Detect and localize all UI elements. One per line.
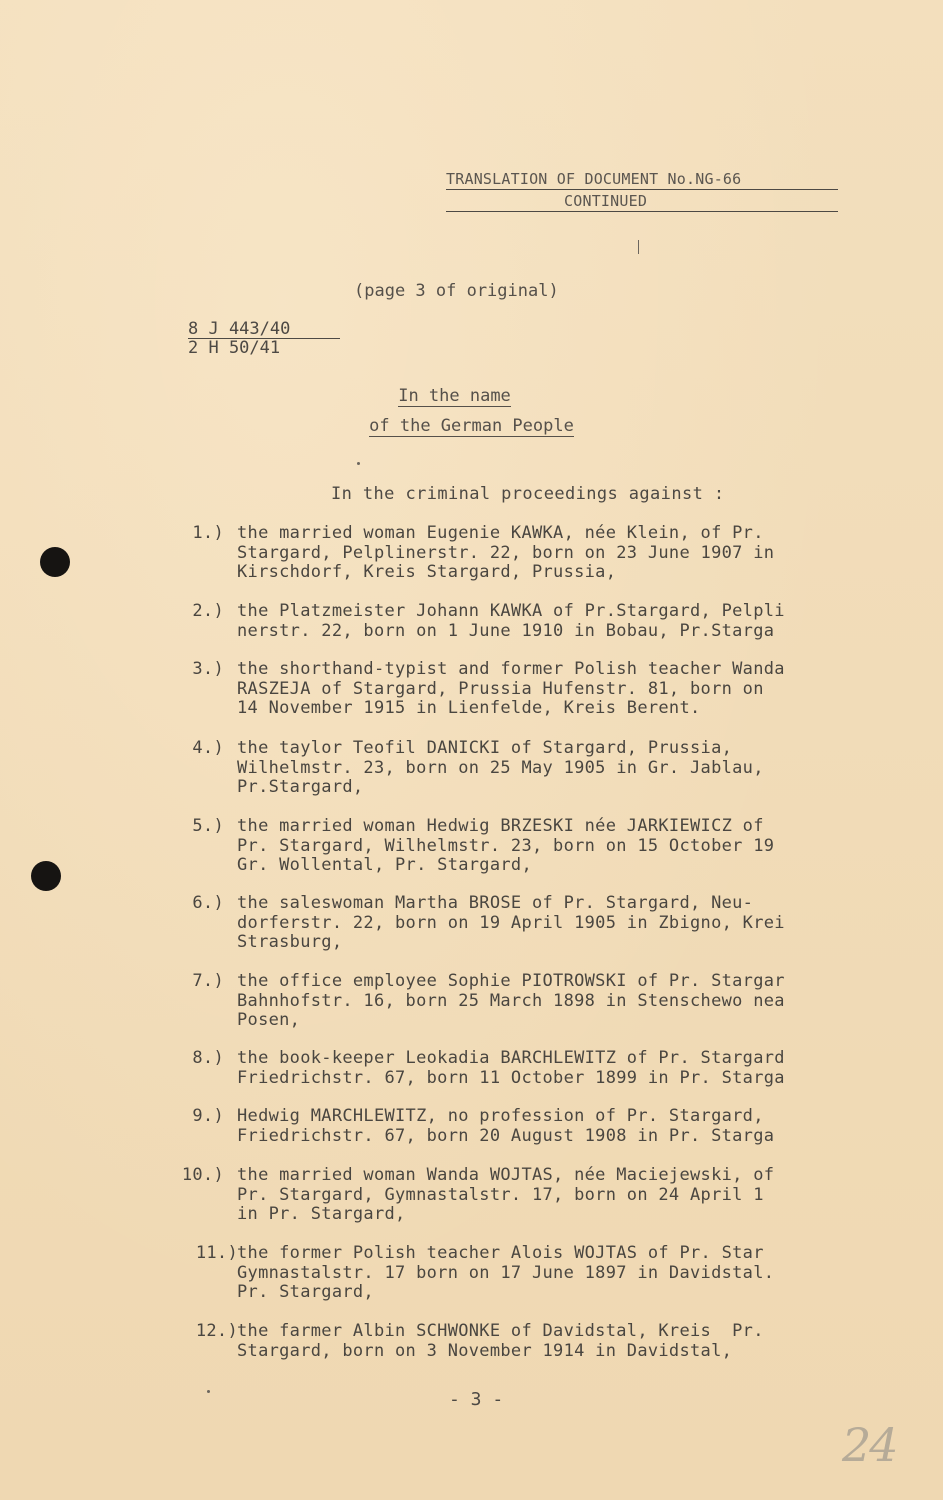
list-item-line: Gr. Wollental, Pr. Stargard,: [237, 855, 532, 875]
intro-line: In the criminal proceedings against :: [331, 484, 725, 504]
list-item-line: the book-keeper Leokadia BARCHLEWITZ of Pr. Stargard: [237, 1049, 785, 1068]
title-line-2: of the German People: [369, 416, 574, 436]
list-item-text: [237, 1166, 877, 1225]
list-item-line: Pr. Stargard, Wilhelmstr. 23, born on 15 October 19: [237, 835, 775, 856]
pencil-mark: [638, 240, 639, 254]
list-item-number: 5.): [192, 816, 224, 836]
list-item-line: Pr. Stargard,: [237, 1282, 374, 1302]
list-item-line: Kirschdorf, Kreis Stargard, Prussia,: [237, 562, 617, 582]
list-item-line: the married woman Wanda WOJTAS, née Maciejewski, of: [237, 1166, 775, 1185]
page-number: - 3 -: [449, 1389, 504, 1410]
list-item-line: dorferstr. 22, born on 19 April 1905 in Zbigno, Krei: [237, 912, 785, 933]
list-item-line: Friedrichstr. 67, born 11 October 1899 in Pr. Starga: [237, 1067, 785, 1088]
stray-dot: [207, 1390, 210, 1393]
list-item-number: 1.): [192, 523, 224, 543]
list-item-number: 2.): [192, 601, 224, 621]
punch-hole-upper: [40, 547, 70, 577]
list-item-text: [237, 972, 877, 1031]
list-item-line: Friedrichstr. 67, born 20 August 1908 in Pr. Starga: [237, 1125, 775, 1146]
file-reference: [188, 320, 340, 357]
list-item-line: the taylor Teofil DANICKI of Stargard, Prussia,: [237, 739, 733, 758]
list-item-line: the Platzmeister Johann KAWKA of Pr.Stargard, Pelpli: [237, 602, 785, 621]
list-item-line: Hedwig MARCHLEWITZ, no profession of Pr. Stargard,: [237, 1107, 764, 1126]
list-item-line: the farmer Albin SCHWONKE of Davidstal, Kreis Pr.: [237, 1322, 764, 1341]
list-item-line: nerstr. 22, born on 1 June 1910 in Bobau, Pr.Starga: [237, 620, 775, 641]
list-item-line: the former Polish teacher Alois WOJTAS of Pr. Star: [237, 1244, 764, 1263]
list-item-text: [237, 1107, 877, 1146]
list-item-line: in Pr. Stargard,: [237, 1204, 406, 1224]
list-item-line: the office employee Sophie PIOTROWSKI of Pr. Stargar: [237, 972, 785, 991]
list-item-number: 8.): [192, 1048, 224, 1068]
list-item-number: 7.): [192, 971, 224, 991]
list-item-line: the married woman Eugenie KAWKA, née Klein, of Pr.: [237, 524, 764, 543]
file-reference-line-1: 8 J 443/40: [188, 320, 340, 339]
list-item-text: [237, 602, 877, 641]
stamp-number: 24: [842, 1418, 897, 1472]
list-item-number: 4.): [192, 738, 224, 758]
list-item-number: 3.): [192, 659, 224, 679]
list-item-text: [237, 1049, 877, 1088]
punch-hole-lower: [31, 861, 61, 891]
list-item-number: 6.): [192, 893, 224, 913]
list-item-line: Stargard, Pelplinerstr. 22, born on 23 June 1907 in: [237, 542, 775, 563]
stray-dot: [357, 462, 360, 465]
list-item-line: RASZEJA of Stargard, Prussia Hufenstr. 81, born on: [237, 678, 764, 699]
list-item-number: 10.): [181, 1165, 224, 1185]
list-item-line: the saleswoman Martha BROSE of Pr. Stargard, Neu-: [237, 894, 754, 913]
page-reference: (page 3 of original): [354, 281, 559, 301]
list-item-line: 14 November 1915 in Lienfelde, Kreis Berent.: [237, 698, 701, 718]
list-item-line: the married woman Hedwig BRZESKI née JARKIEWICZ of: [237, 817, 764, 836]
list-item-line: Gymnastalstr. 17 born on 17 June 1897 in Davidstal.: [237, 1262, 775, 1283]
list-item-line: Pr. Stargard, Gymnastalstr. 17, born on 24 April 1: [237, 1184, 764, 1205]
list-item-text: [237, 739, 877, 798]
file-reference-line-2: 2 H 50/41: [188, 338, 281, 358]
list-item-text: [237, 1322, 877, 1361]
list-item-line: Bahnhofstr. 16, born 25 March 1898 in Stenschewo nea: [237, 990, 785, 1011]
header-line-1: TRANSLATION OF DOCUMENT No.NG-66: [446, 170, 838, 190]
list-item-line: the shorthand-typist and former Polish teacher Wanda: [237, 660, 785, 679]
list-item-line: Strasburg,: [237, 932, 343, 952]
list-item-number: 9.): [192, 1106, 224, 1126]
title-line-1: In the name: [398, 386, 511, 406]
list-item-number: 11.): [195, 1243, 238, 1263]
list-item-text: [237, 1244, 877, 1303]
document-header: [446, 170, 838, 212]
list-item-text: [237, 524, 877, 583]
list-item-line: Wilhelmstr. 23, born on 25 May 1905 in Gr. Jablau,: [237, 757, 764, 778]
list-item-text: [237, 894, 877, 953]
list-item-line: Posen,: [237, 1010, 301, 1030]
list-item-text: [237, 817, 877, 876]
header-line-2: CONTINUED: [446, 192, 838, 212]
list-item-text: [237, 660, 877, 719]
list-item-number: 12.): [195, 1321, 238, 1341]
list-item-line: Stargard, born on 3 November 1914 in Davidstal,: [237, 1340, 733, 1361]
list-item-line: Pr.Stargard,: [237, 777, 364, 797]
